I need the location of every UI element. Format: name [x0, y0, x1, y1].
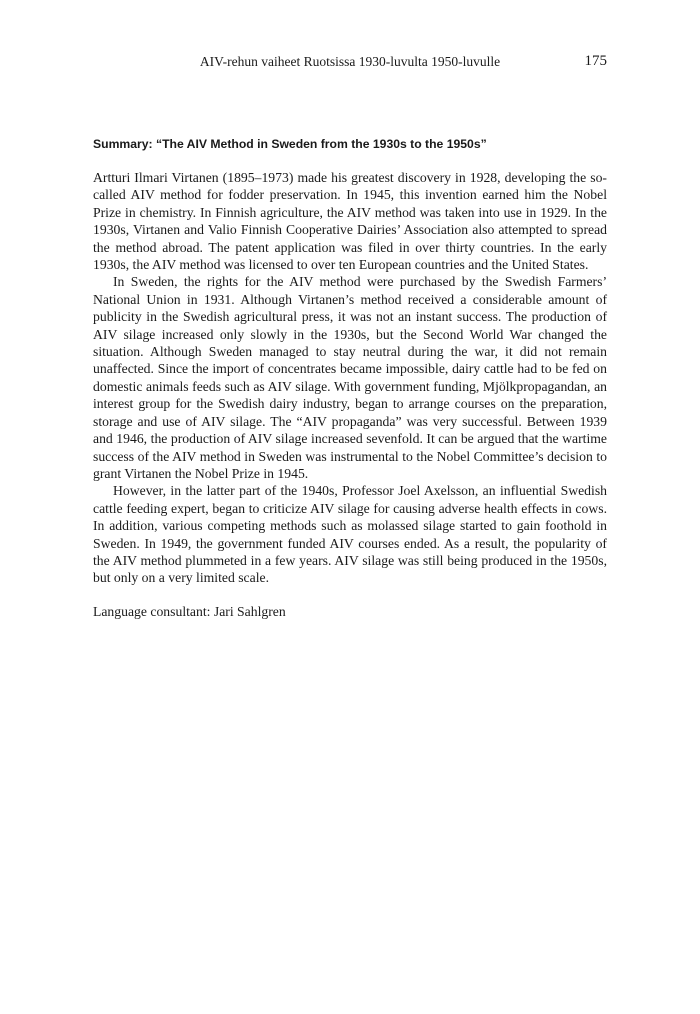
summary-paragraph-3: However, in the latter part of the 1940s, Professor Joel Axelsson, an influential Swedish cattle feeding expert, began to criticize AIV silage for causing adverse health effects in cows. In addition, various competing methods such as molassed silage started to gain foothold in Sweden. In 1949, the government funded AIV courses ended. As a result, the popularity of the AIV method plummeted in a few years. AIV silage was still being produced in the 1950s, but only on a very limited scale.: [93, 483, 607, 586]
summary-body: [93, 169, 607, 587]
language-consultant-note: Language consultant: Jari Sahlgren: [93, 604, 286, 619]
running-title: AIV-rehun vaiheet Ruotsissa 1930-luvulta 1950-luvulle: [199, 54, 501, 69]
page-number: 175: [584, 53, 607, 69]
summary-paragraph-2: In Sweden, the rights for the AIV method were purchased by the Swedish Farmers’ National Union in 1931. Although Virtanen’s method received a considerable amount of publicity in the Swedish agricultural press, it was not an instant success. The production of AIV silage increased only slowly in the 1930s, but the Second World War changed the situation. Although Sweden managed to stay neutral during the war, it did not remain unaffected. Since the import of concentrates became impossible, dairy cattle had to be fed on domestic animals feeds such as AIV silage. With government funding, Mjölkpropagandan, an interest group for the Swedish dairy industry, began to arrange courses on the preparation, storage and use of AIV silage. The “AIV propaganda” was very successful. Between 1939 and 1946, the production of AIV silage increased sevenfold. It can be argued that the wartime success of the AIV method in Sweden was instrumental to the Nobel Committee’s decision to grant Virtanen the Nobel Prize in 1945.: [93, 274, 607, 481]
summary-heading: Summary: “The AIV Method in Sweden from the 1930s to the 1950s”: [93, 137, 487, 151]
summary-paragraph-1: Artturi Ilmari Virtanen (1895–1973) made his greatest discovery in 1928, developing the so-called AIV method for fodder preservation. In 1945, this invention earned him the Nobel Prize in chemistry. In Finnish agriculture, the AIV method was taken into use in 1929. In the 1930s, Virtanen and Valio Finnish Cooperative Dairies’ Association also attempted to spread the method abroad. The patent application was filed in over thirty countries. In the early 1930s, the AIV method was licensed to over ten European countries and the United States.: [93, 170, 607, 273]
running-head: [93, 54, 607, 74]
